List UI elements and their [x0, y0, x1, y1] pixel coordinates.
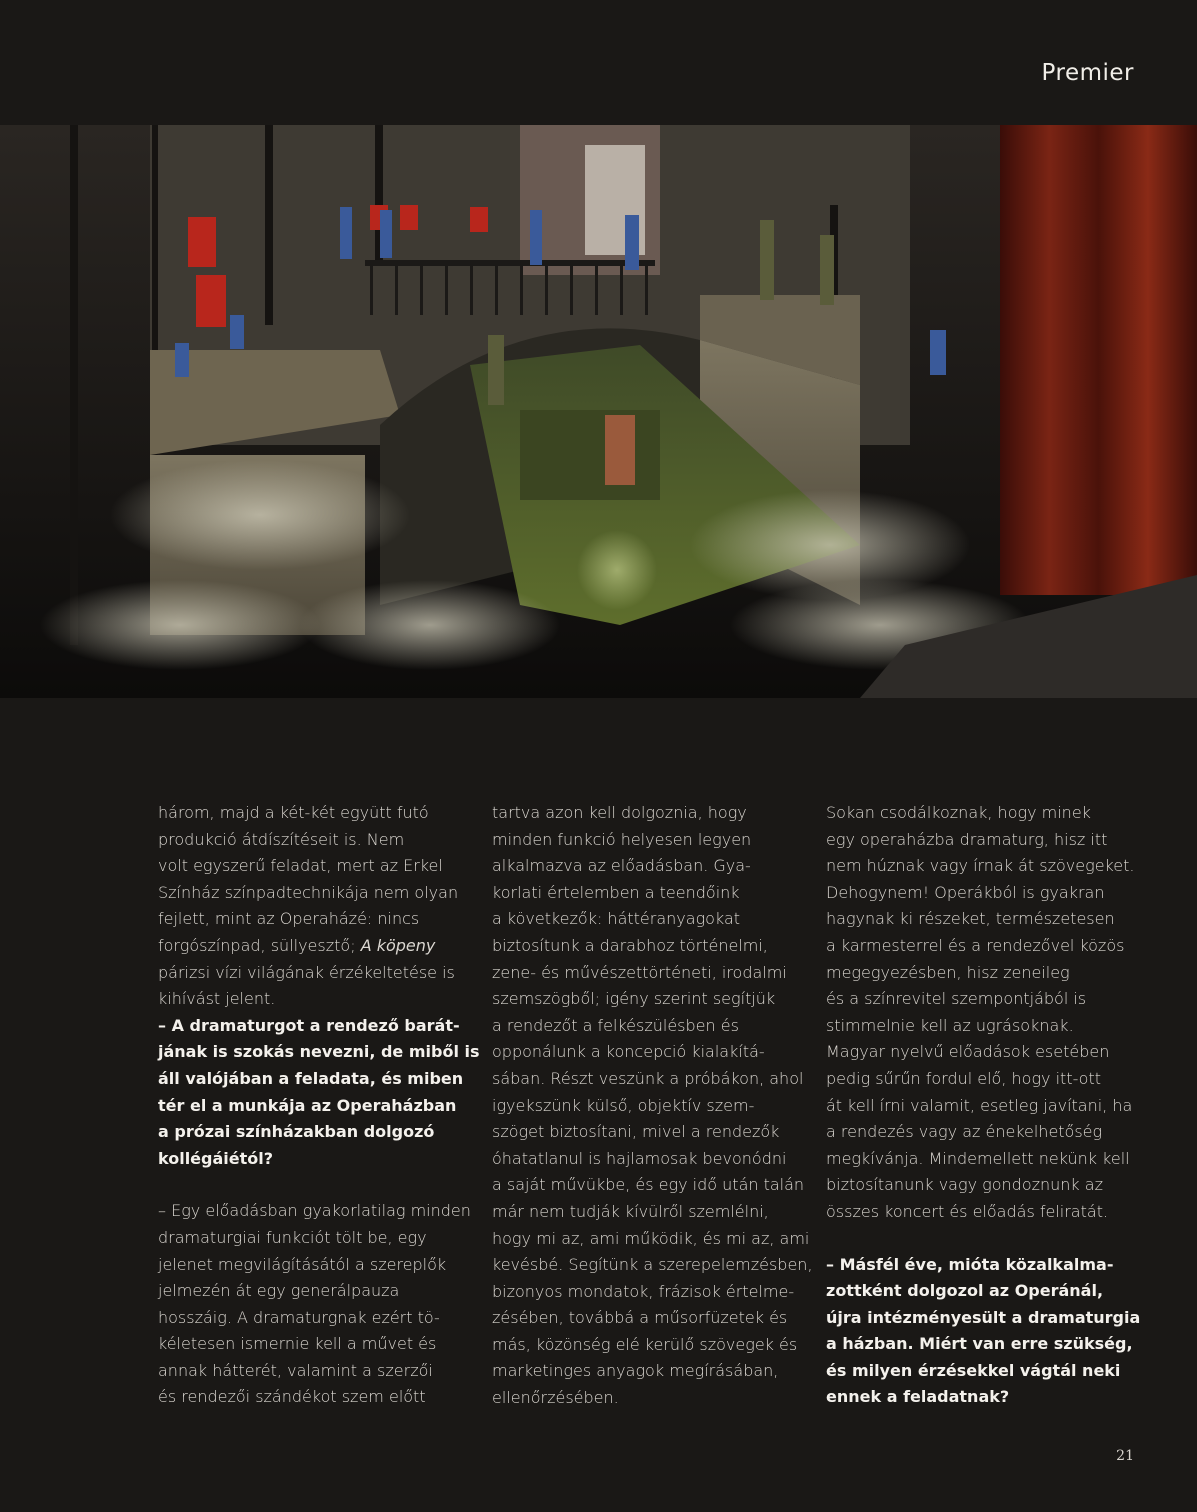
text-line: volt egyszerű feladat, mert az Erkel: [158, 856, 443, 876]
text-line: annak hátterét, valamint a szerzői: [158, 1360, 433, 1380]
section-label: Premier: [1041, 60, 1134, 86]
paragraph: [492, 800, 812, 1412]
text-line: nem húznak vagy írnak át szövegeket.: [826, 856, 1135, 876]
text-line: kevésbé. Segítünk a szerepelemzésben,: [492, 1255, 813, 1275]
interview-answer: [158, 1198, 478, 1411]
text-line: már nem tudják kívülről szemlélni,: [492, 1201, 769, 1221]
text-line: a prózai színházakban dolgozó: [158, 1122, 435, 1142]
paragraph: [158, 800, 478, 1013]
text-line: hagynak ki részeket, természetesen: [826, 909, 1115, 929]
text-line: jának is szokás nevezni, de miből is: [158, 1042, 480, 1062]
text-line: fejlett, mint az Operaházé: nincs: [158, 909, 420, 929]
text-line: más, közönség elé kerülő szövegek és: [492, 1334, 798, 1354]
text-line: a saját művükbe, és egy idő után talán: [492, 1175, 805, 1195]
text-column-3: [826, 800, 1146, 1411]
text-line: tér el a munkája az Operaházban: [158, 1095, 457, 1115]
text-line: produkció átdíszítéseit is. Nem: [158, 829, 405, 849]
text-line: korlati értelemben a teendőink: [492, 882, 740, 902]
text-line: Magyar nyelvű előadások esetében: [826, 1042, 1110, 1062]
text-line: zottként dolgozol az Operánál,: [826, 1281, 1104, 1301]
text-line: Dehogynem! Operákból is gyakran: [826, 882, 1105, 902]
text-line: – A dramaturgot a rendező barát-: [158, 1015, 460, 1035]
text-line: áll valójában a feladata, és miben: [158, 1068, 464, 1088]
text-line: megkívánja. Mindemellett nekünk kell: [826, 1148, 1130, 1168]
text-line: biztosítanunk vagy gondoznunk az: [826, 1175, 1103, 1195]
text-line: összes koncert és előadás feliratát.: [826, 1201, 1109, 1221]
text-line: stimmelnie kell az ugrásoknak.: [826, 1015, 1074, 1035]
text-line: szemszögből; igény szerint segítjük: [492, 989, 776, 1009]
text-column-1: [158, 800, 478, 1411]
text-line: biztosítunk a darabhoz történelmi,: [492, 935, 768, 955]
text-line: és a színrevitel szempontjából is: [826, 989, 1087, 1009]
text-line: [158, 933, 478, 960]
paragraph: [826, 800, 1146, 1226]
interview-question: [158, 1013, 478, 1173]
text-line: a rendezőt a felkészülésben és: [492, 1015, 739, 1035]
interview-question: [826, 1252, 1146, 1412]
text-line: a rendezés vagy az énekelhetőség: [826, 1122, 1103, 1142]
text-line: dramaturgiai funkciót tölt be, egy: [158, 1227, 427, 1247]
text-line: bizonyos mondatok, frázisok értelme-: [492, 1281, 795, 1301]
text-line: Sokan csodálkoznak, hogy minek: [826, 803, 1091, 822]
text-line: kihívást jelent.: [158, 989, 276, 1009]
text-line: hogy mi az, ami működik, és mi az, ami: [492, 1228, 810, 1248]
text-line: jelenet megvilágításától a szereplők: [158, 1254, 447, 1274]
text-line: és milyen érzésekkel vágtál neki: [826, 1360, 1121, 1380]
text-line: Színház színpadtechnikája nem olyan: [158, 882, 459, 902]
text-fragment: forgószínpad, süllyesztő;: [158, 935, 356, 955]
text-column-2: [492, 800, 812, 1412]
text-line: – Másfél éve, mióta közalkalma-: [826, 1254, 1114, 1274]
text-line: át kell írni valamit, esetleg javítani, ha: [826, 1095, 1133, 1115]
title-italic: A köpeny: [360, 935, 436, 955]
text-line: tartva azon kell dolgoznia, hogy: [492, 803, 747, 822]
text-line: párizsi vízi világának érzékeltetése is: [158, 962, 455, 982]
text-line: hosszáig. A dramaturgnak ezért tö-: [158, 1307, 440, 1327]
text-line: igyekszünk külső, objektív szem-: [492, 1095, 755, 1115]
text-line: újra intézményesült a dramaturgia: [826, 1307, 1141, 1327]
text-line: opponálunk a koncepció kialakítá-: [492, 1042, 765, 1062]
text-line: zene- és művészettörténeti, irodalmi: [492, 962, 787, 982]
text-line: pedig sűrűn fordul elő, hogy itt-ott: [826, 1068, 1101, 1088]
text-line: sában. Részt veszünk a próbákon, ahol: [492, 1068, 804, 1088]
text-line: kéletesen ismernie kell a művet és: [158, 1334, 437, 1354]
text-line: ellenőrzésében.: [492, 1388, 619, 1408]
text-line: óhatatlanul is hajlamosak bevonódni: [492, 1148, 787, 1168]
text-line: egy operaházba dramaturg, hisz itt: [826, 829, 1108, 849]
page-number: 21: [1116, 1448, 1134, 1464]
text-line: zésében, továbbá a műsorfüzetek és: [492, 1308, 788, 1328]
text-line: a házban. Miért van erre szükség,: [826, 1334, 1133, 1354]
text-line: alkalmazva az előadásban. Gya-: [492, 856, 751, 876]
text-line: jelmezén át egy generálpauza: [158, 1281, 400, 1301]
text-line: megegyezésben, hisz zeneileg: [826, 962, 1070, 982]
text-line: szöget biztosítani, mivel a rendezők: [492, 1122, 780, 1142]
text-line: minden funkció helyesen legyen: [492, 829, 752, 849]
text-line: három, majd a két-két együtt futó: [158, 803, 429, 822]
text-line: és rendezői szándékot szem előtt: [158, 1387, 426, 1407]
stage-set-illustration: [0, 125, 1197, 698]
text-line: ennek a feladatnak?: [826, 1387, 1010, 1407]
text-line: a karmesterrel és a rendezővel közös: [826, 935, 1125, 955]
text-line: kollégáiétól?: [158, 1148, 274, 1168]
text-line: – Egy előadásban gyakorlatilag minden: [158, 1201, 471, 1221]
text-line: marketinges anyagok megírásában,: [492, 1361, 779, 1381]
text-line: a következők: háttéranyagokat: [492, 909, 741, 929]
